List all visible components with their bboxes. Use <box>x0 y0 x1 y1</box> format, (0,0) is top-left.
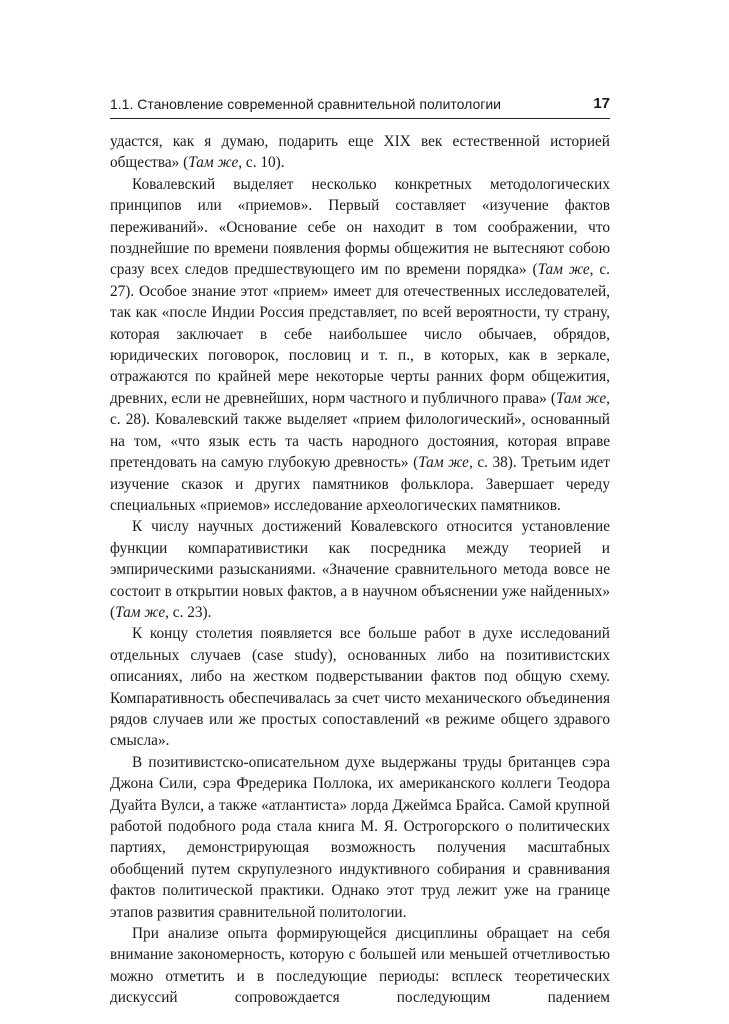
paragraph: При анализе опыта формирующейся дисциплины обращает на себя внимание закономерность, которую с большей или меньшей отчетливостью можно отметить и в последующие периоды: всплеск теоретических дискуссий сопровождается последующим падением <box>110 925 610 1007</box>
paragraph: удастся, как я думаю, подарить еще XIX век естественной историей общества» (Там же, с. 10). <box>110 133 610 172</box>
paragraph: В позитивистско-описательном духе выдержаны труды британцев сэра Джона Сили, сэра Фредерика Поллока, их американского коллеги Теодора Дуайта Вулси, а также «атлантиста» лорда Джеймса Брайса. Самой крупной работой подобного рода стала книга М. Я. Острогорского о политических партиях, демонстрирующая возможность получения масштабных обобщений путем скрупулезного индуктивного собирания и сравнивания фактов политической практики. Однако этот труд лежит уже на границе этапов развития сравнительной политологии. <box>110 753 610 921</box>
paragraph: Ковалевский выделяет несколько конкретных методологических принципов или «приемов». Первый составляет «изучение фактов переживаний». «Основание себе он находит в том соображении, что позднейшие по времени появления формы общежития не вытесняют собою сразу всех следов предшествующего им по времени порядка» (Там же, с. 27). Особое знание этот «прием» имеет для отечественных исследователей, так как «после Индии Россия представляет, по всей вероятности, ту страну, которая заключает в себе наибольшее число обычаев, обрядов, юридических поговорок, пословиц и т. п., в которых, как в зеркале, отражаются по крайней мере некоторые черты ранних форм общежития, древних, если не древнейших, норм частного и публичного права» (Там же, с. 28). Ковалевский также выделяет «прием филологический», основанный на том, «что язык есть та часть народного достояния, которая вправе претендовать на самую глубокую древность» (Там же, с. 38). Третьим идет изучение сказок и других памятников фольклора. Завершает череду специальных «приемов» исследование археологических памятников. <box>110 175 610 514</box>
running-title: 1.1. Становление современной сравнительной политологии <box>110 96 502 112</box>
paragraph: К концу столетия появляется все больше работ в духе исследований отдельных случаев (case study), основанных либо на позитивистских описаниях, либо на жестком подверстывании фактов под общую схему. Компаративность обеспечивалась за счет чисто механического объединения рядов случаев или же простых сопоставлений «в режиме общего здравого смысла». <box>110 625 610 750</box>
citation-ref: Там же <box>115 603 166 621</box>
paragraph: К числу научных достижений Ковалевского относится установление функции компаративистики как посредника между теорией и эмпирическими разысканиями. «Значение сравнительного метода вовсе не состоит в открытии новых фактов, а в научном объяснении уже найденных» (Там же, с. 23). <box>110 518 610 621</box>
citation-ref: Там же <box>537 261 590 279</box>
body-text <box>110 131 610 1009</box>
citation-ref: Там же <box>188 154 239 172</box>
citation-ref: Там же <box>555 389 607 407</box>
header-rule <box>110 118 610 119</box>
running-header <box>110 94 610 114</box>
page-number: 17 <box>593 95 610 112</box>
citation-ref: Там же <box>418 454 469 472</box>
